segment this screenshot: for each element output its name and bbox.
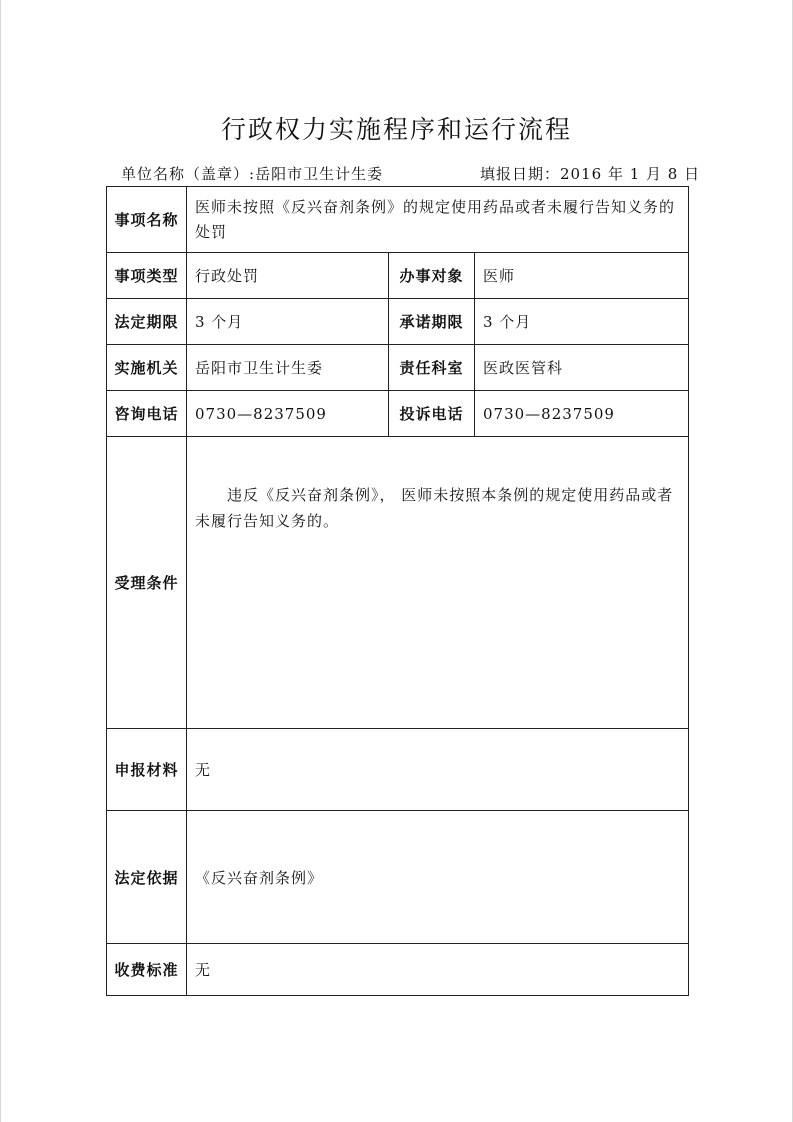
department-label: 责任科室 (389, 345, 475, 391)
complaint-phone-label: 投诉电话 (389, 391, 475, 437)
item-name-value: 医师未按照《反兴奋剂条例》的规定使用药品或者未履行告知义务的处罚 (187, 187, 689, 253)
row-limits (107, 299, 689, 345)
legal-limit-value: 3 个月 (187, 299, 389, 345)
complaint-phone-value: 0730—8237509 (475, 391, 689, 437)
row-fees (107, 944, 689, 996)
conditions-cell (187, 437, 689, 729)
page-edge-left (0, 0, 1, 1122)
unit-name (121, 163, 383, 184)
item-type-value: 行政处罚 (187, 253, 389, 299)
row-agency (107, 345, 689, 391)
row-materials (107, 729, 689, 811)
conditions-value: 违反《反兴奋剂条例》， 医师未按照本条例的规定使用药品或者未履行告知义务的。 (195, 486, 674, 530)
row-type-target (107, 253, 689, 299)
agency-value: 岳阳市卫生计生委 (187, 345, 389, 391)
promised-limit-label: 承诺期限 (389, 299, 475, 345)
fees-label: 收费标准 (107, 944, 187, 996)
department-value: 医政医管科 (475, 345, 689, 391)
row-phones (107, 391, 689, 437)
target-label: 办事对象 (389, 253, 475, 299)
legal-basis-value: 《反兴奋剂条例》 (187, 811, 689, 944)
legal-basis-label: 法定依据 (107, 811, 187, 944)
conditions-label: 受理条件 (107, 437, 187, 729)
unit-name-label: 单位名称（盖章）: (121, 165, 256, 183)
consult-phone-label: 咨询电话 (107, 391, 187, 437)
materials-value: 无 (187, 729, 689, 811)
fees-value: 无 (187, 944, 689, 996)
document-title: 行政权力实施程序和运行流程 (220, 115, 572, 144)
unit-name-value: 岳阳市卫生计生委 (255, 165, 384, 183)
agency-label: 实施机关 (107, 345, 187, 391)
promised-limit-value: 3 个月 (475, 299, 689, 345)
fill-date (480, 163, 700, 184)
item-name-label: 事项名称 (107, 187, 187, 253)
fill-date-value: 2016 年 1 月 8 日 (560, 165, 701, 183)
item-type-label: 事项类型 (107, 253, 187, 299)
row-legal-basis (107, 811, 689, 944)
info-table (106, 186, 689, 996)
fill-date-label: 填报日期： (480, 165, 561, 183)
target-value: 医师 (475, 253, 689, 299)
row-conditions (107, 437, 689, 729)
consult-phone-value: 0730—8237509 (187, 391, 389, 437)
legal-limit-label: 法定期限 (107, 299, 187, 345)
row-item-name (107, 187, 689, 253)
materials-label: 申报材料 (107, 729, 187, 811)
